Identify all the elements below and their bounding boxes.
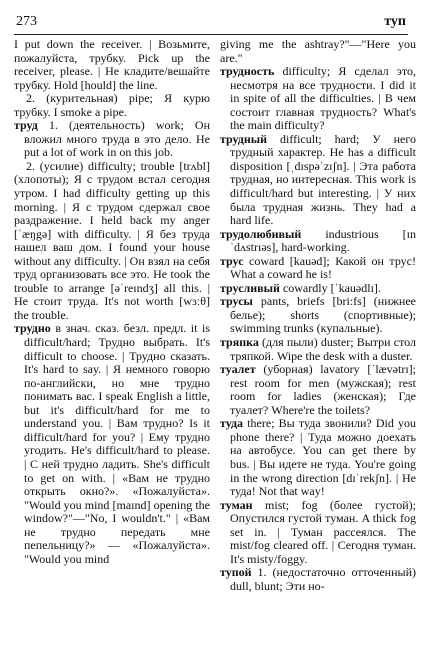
- entry-text: difficulty; Я сделал это, несмотря на все трудности. I did it in spite of all the difficulties. | В чем состоит главная трудность? What's the main difficulty?: [230, 64, 416, 133]
- entry-text: в знач. сказ. безл. предл. it is difficult/hard; Трудно выбрать. It's difficult to choose. | Трудно сказать. It's hard to say. | Я немного говорю по-английски, но мне трудно понимать вас. I speak English a little, but it's difficult/hard for me to understand you. | Вам трудно? Is it difficult/hard for you? | Ему трудно угодить. He's difficult/hard to please. | С ней трудно ладить. She's difficult to get on with. | «Вам не трудно открыть окно?». «Пожалуйста». "Would you mind [maɪnd] opening the window?"—"No, I wouldn't." | «Вам не трудно передать мне пепельницу?» — «Пожалуйста». "Would you mind: [24, 321, 210, 566]
- dictionary-entry: [14, 119, 210, 160]
- entry-headword: трудность: [220, 64, 275, 79]
- right-column: [220, 38, 416, 593]
- sense-paragraph: 2. (усилие) difficulty; trouble [trʌbl] (хлопоты); Я с трудом встал сегодня утром. I had difficulty getting up this morning. | Я с трудом сдержал свое раздражение. I held back my anger [ˈæŋgə] with difficulty. | Я без труда нашел ваш дом. I found your house without any difficulty. | Он взял на себя труд организовать все это. He took the trouble to arrange [əˈreɪndʒ] all this. | Не стоит труда. It's not worth [wɜːθ] the trouble.: [14, 158, 210, 322]
- dictionary-entry: [220, 255, 416, 282]
- entry-headword: трудолюбивый: [220, 226, 302, 241]
- dictionary-entry: [220, 499, 416, 567]
- dictionary-entry: [220, 295, 416, 336]
- dictionary-entry: [220, 363, 416, 417]
- running-head: туп: [384, 14, 406, 29]
- entry-text: (уборная) lavatory [ˈlævətrɪ]; rest room for men (мужская); rest room for ladies (женская); Где туалет? Where're the toilets?: [230, 362, 416, 417]
- entry-text: 1. (недостаточно отточенный) dull, blunt; Эти но-: [230, 565, 416, 593]
- page-number: 273: [16, 14, 37, 29]
- entry-headword: труд: [14, 118, 38, 133]
- page-header: [12, 14, 410, 32]
- dictionary-entry: [220, 417, 416, 498]
- entry-text: 1. (деятельность) work; Он вложил много труда в это дело. He put a lot of work in on this job.: [24, 118, 210, 160]
- entry-headword: туалет: [220, 362, 256, 377]
- dictionary-entry: [220, 65, 416, 133]
- left-column: [14, 38, 210, 566]
- entry-headword: трудный: [220, 131, 268, 146]
- entry-text: coward [kauəd]; Какой он трус! What a coward he is!: [230, 253, 416, 282]
- entry-text: difficult; hard; У него трудный характер. He has a difficult disposition [ˌdɪspəˈzɪʃn]. | Эта работа трудная, но интересная. This work is difficult/hard but interesting. | У них была трудная жизнь. They had a hard life.: [230, 131, 416, 228]
- dictionary-entry: [220, 282, 416, 296]
- dictionary-entry: [220, 566, 416, 593]
- continued-text: I put down the receiver. | Возьмите, пожалуйста, трубку. Pick up the receiver, please. | Не кладите/вешайте трубку. Hold [hould] the line.: [14, 37, 210, 92]
- dictionary-entry: [220, 133, 416, 228]
- entry-headword: трудно: [14, 321, 51, 336]
- sense-paragraph: 2. (курительная) pipe; Я курю трубку. I smoke a pipe.: [14, 91, 210, 119]
- entry-headword: туда: [220, 416, 244, 431]
- entry-headword: трусы: [220, 294, 253, 309]
- dictionary-entry: [220, 336, 416, 363]
- entry-text: (для пыли) duster; Вытри стол тряпкой. Wipe the desk with a duster.: [230, 335, 416, 363]
- entry-text: there; Вы туда звонили? Did you phone there? | Туда можно доехать на автобусе. You can get there by bus. | Вы идете не туда. You're going in the wrong direction [dɪˈrekʃn]. | Не туда! Not that way!: [230, 416, 416, 499]
- dictionary-entry: [14, 322, 210, 566]
- entry-text: pants, briefs [bri:fs] (нижнее белье); shorts (спортивные); swimming trunks (купальные).: [230, 294, 416, 336]
- entry-headword: тряпка: [220, 335, 259, 350]
- dictionary-entry: [220, 228, 416, 255]
- entry-headword: трусливый: [220, 280, 280, 295]
- entry-headword: тупой: [220, 565, 252, 580]
- header-rule: [14, 34, 408, 35]
- entry-headword: трус: [220, 253, 244, 268]
- entry-text: industrious [ɪnˈdʌstrɪəs], hard-working.: [230, 226, 416, 255]
- entry-text: cowardly [ˈkauədlɪ].: [279, 280, 381, 295]
- entry-headword: туман: [220, 497, 253, 512]
- continued-text: giving me the ashtray?"—"Here you are.": [220, 37, 416, 65]
- entry-text: mist; fog (более густой); Опустился густой туман. A thick fog set in. | Туман рассеялся. The mist/fog cleared off. | Сегодня туман. It's misty/foggy.: [230, 497, 416, 566]
